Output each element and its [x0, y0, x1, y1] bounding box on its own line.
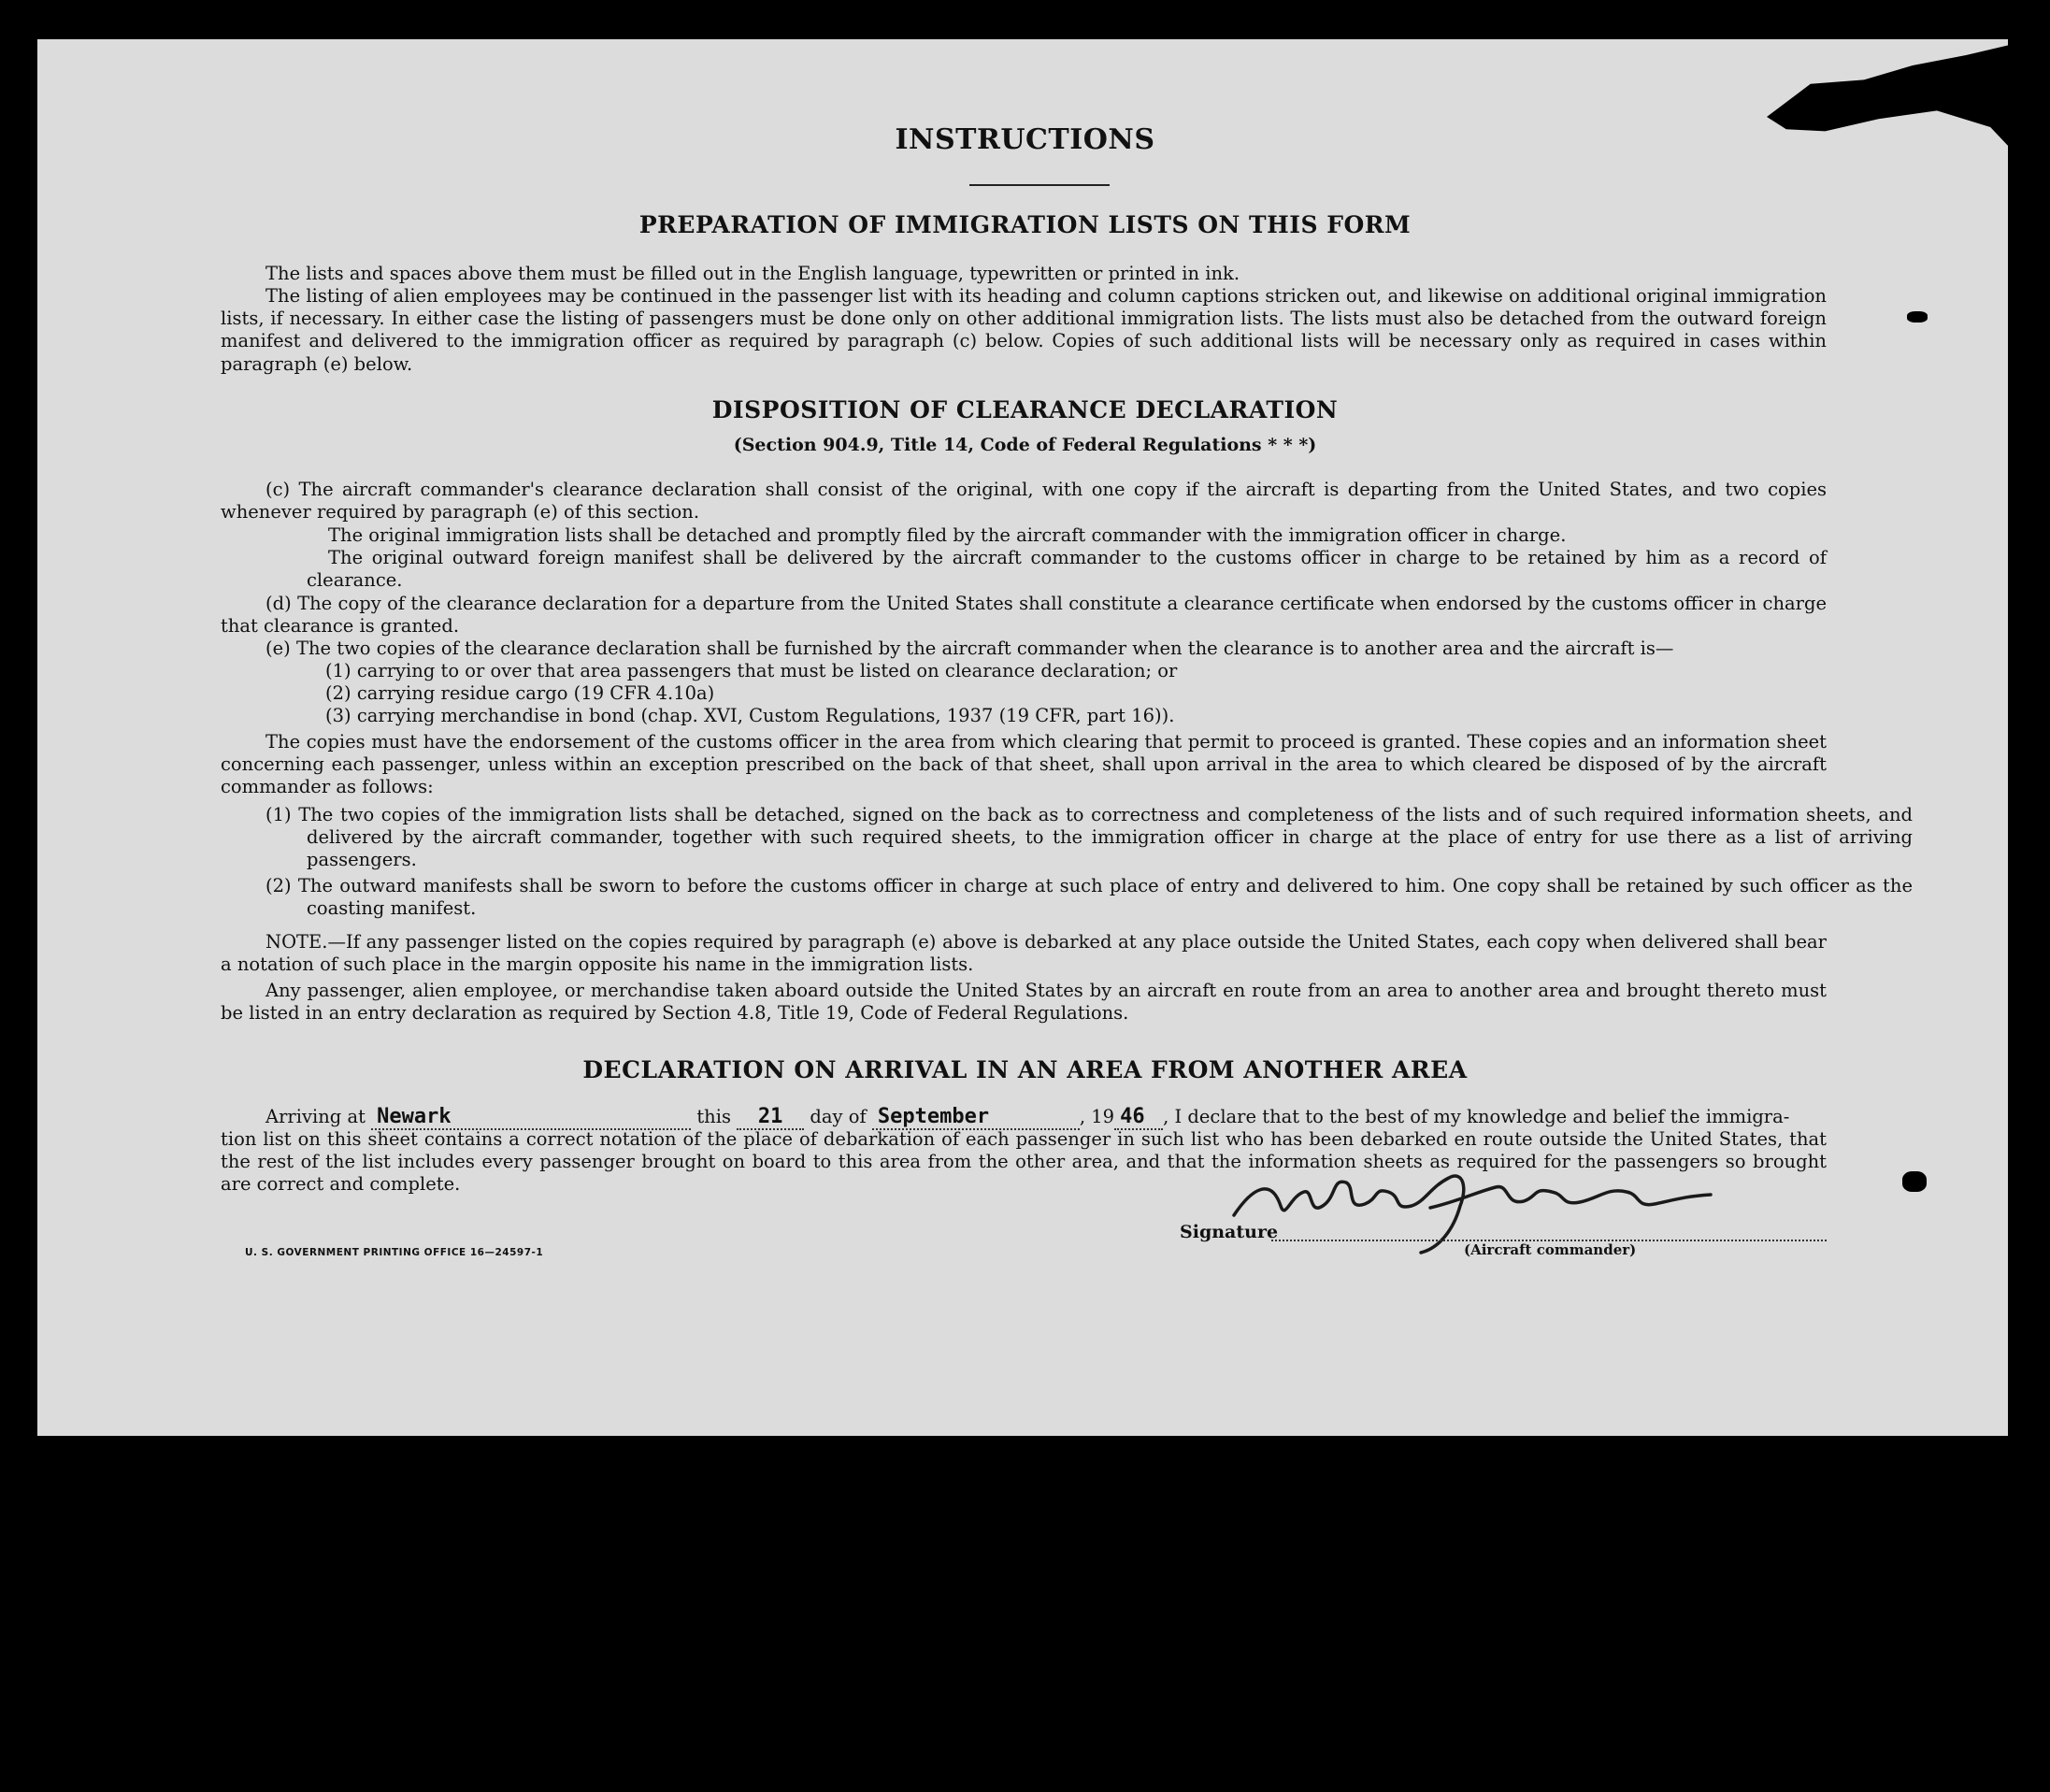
para-any: Any passenger, alien employee, or merchandise taken aboard outside the United States by an aircraft en route from an area to another area and brought thereto must be listed in an entry declaration as required by Section 4.8, Title 19, Code of Federal Regulations.	[221, 980, 1827, 1025]
signature-label: Signature	[1180, 1222, 1279, 1242]
year-field: 46	[1114, 1106, 1163, 1130]
para-n1: (1) The two copies of the immigration lists shall be detached, signed on the back as to correctness and completeness of the lists and of such required information sheets, and delivered by the aircraft commander, together with such required sheets, to the immigration officer in charge at the place of entry for use there as a list of arriving passengers.	[265, 804, 1913, 871]
para-e-item-1: (1) carrying to or over that area passengers that must be listed on clearance declaration; or	[325, 660, 1178, 681]
para-e-item-3: (3) carrying merchandise in bond (chap. XVI, Custom Regulations, 1937 (19 CFR, part 16)).	[325, 705, 1175, 726]
preparation-para-2: The listing of alien employees may be continued in the passenger list with its heading and column captions stricken out, and likewise on additional original immigration lists, if necessary. In either case the listing of passengers must be done only on other additional immigration lists. The lists must also be detached from the outward foreign manifest and delivered to the immigration officer as required by paragraph (c) below. Copies of such additional lists will be necessary only as required in cases within paragraph (e) below.	[221, 285, 1827, 375]
para-c-1: The original immigration lists shall be detached and promptly filed by the aircraft commander with the immigration officer in charge.	[328, 524, 1567, 546]
this-label: this	[696, 1106, 731, 1127]
page-title: INSTRUCTIONS	[895, 123, 1155, 156]
declaration-arrival-line	[221, 1106, 1827, 1130]
para-d: (d) The copy of the clearance declaration for a departure from the United States shall constitute a clearance certificate when endorsed by the customs officer in charge that clearance is granted.	[221, 593, 1827, 638]
para-e: (e) The two copies of the clearance declaration shall be furnished by the aircraft commander when the clearance is to another area and the aircraft is—	[265, 638, 1674, 659]
arriving-at-label: Arriving at	[265, 1106, 366, 1127]
signature-role: (Aircraft commander)	[1464, 1241, 1637, 1258]
ink-spot	[1902, 1171, 1927, 1192]
para-e-item-2: (2) carrying residue cargo (19 CFR 4.10a)	[325, 682, 715, 704]
para-note: NOTE.—If any passenger listed on the copies required by paragraph (e) above is debarked at any place outside the United States, each copy when delivered shall bear a notation of such place in the margin opposite his name in the immigration lists.	[221, 931, 1827, 976]
year-prefix: , 19	[1079, 1106, 1115, 1127]
place-field: Newark	[371, 1106, 691, 1130]
ink-spot	[1907, 311, 1928, 323]
month-field: September	[872, 1106, 1080, 1130]
declaration-body: tion list on this sheet contains a correct notation of the place of debarkation of each passenger in such list who has been debarked en route outside the United States, that the rest of the list includes every passenger brought on board to this area from the other area, and that the information sheets as required for the passengers so brought are correct and complete.	[221, 1128, 1827, 1196]
disposition-subtitle: (Section 904.9, Title 14, Code of Federal Regulations * * *)	[733, 435, 1317, 455]
declare-text: , I declare that to the best of my knowledge and belief the immigra-	[1163, 1106, 1790, 1127]
declaration-heading: DECLARATION ON ARRIVAL IN AN AREA FROM ANOTHER AREA	[582, 1056, 1468, 1083]
para-c: (c) The aircraft commander's clearance declaration shall consist of the original, with one copy if the aircraft is departing from the United States, and two copies whenever required by paragraph (e) of this section.	[221, 479, 1827, 523]
para-copies: The copies must have the endorsement of the customs officer in the area from which clearing that permit to proceed is granted. These copies and an information sheet concerning each passenger, unless within an exception prescribed on the back of that sheet, shall upon arrival in the area to which cleared be disposed of by the aircraft commander as follows:	[221, 731, 1827, 798]
para-n2: (2) The outward manifests shall be sworn to before the customs officer in charge at such place of entry and delivered to him. One copy shall be retained by such officer as the coasting manifest.	[265, 875, 1913, 920]
day-field: 21	[737, 1106, 804, 1130]
disposition-heading: DISPOSITION OF CLEARANCE DECLARATION	[711, 396, 1339, 423]
title-rule	[969, 184, 1110, 186]
preparation-heading: PREPARATION OF IMMIGRATION LISTS ON THIS FORM	[638, 211, 1412, 238]
preparation-para-1: The lists and spaces above them must be filled out in the English language, typewritten or printed in ink.	[265, 263, 1240, 284]
day-of-label: day of	[810, 1106, 867, 1127]
printing-office-imprint: U. S. GOVERNMENT PRINTING OFFICE 16—24597-1	[245, 1247, 544, 1258]
para-c-2: The original outward foreign manifest shall be delivered by the aircraft commander to the customs officer in charge to be retained by him as a record of clearance.	[307, 547, 1827, 592]
